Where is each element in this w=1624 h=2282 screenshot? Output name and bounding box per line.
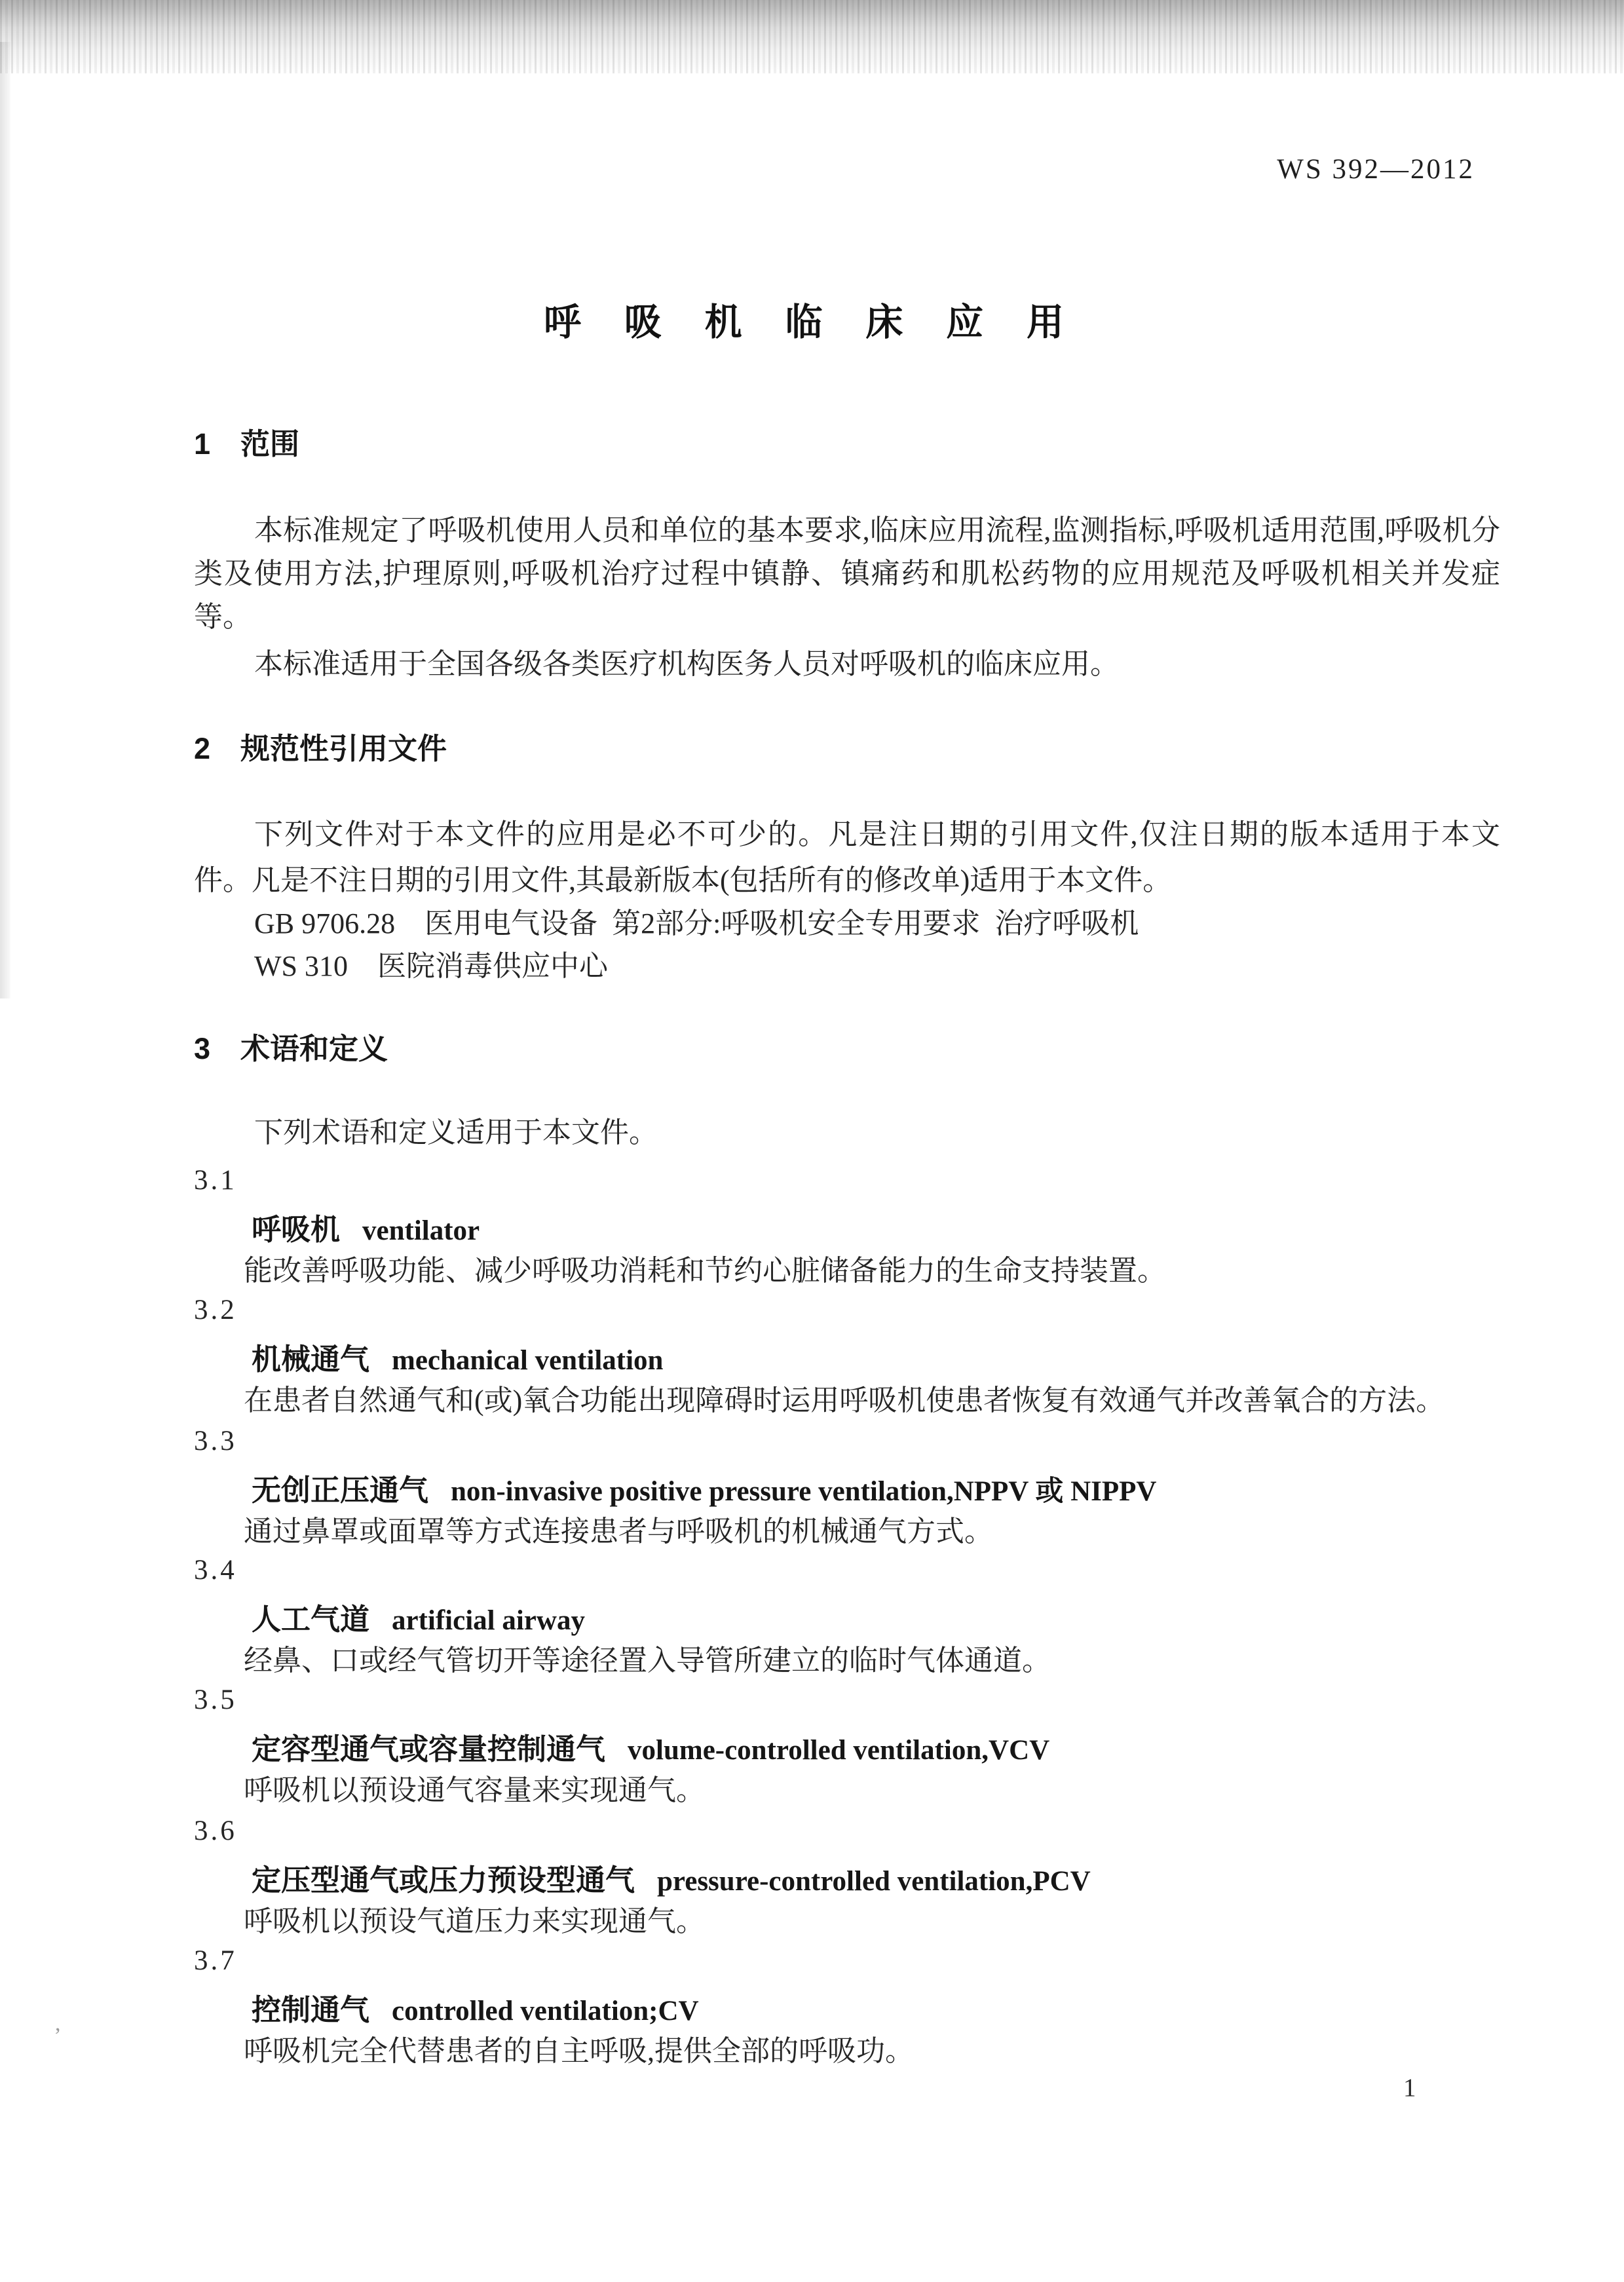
section-2-number: 2 bbox=[194, 732, 211, 765]
term-definition: 呼吸机以预设通气容量来实现通气。 bbox=[244, 1774, 705, 1806]
term-name-en: non-invasive positive pressure ventilation,NPPV 或 NIPPV bbox=[451, 1476, 1157, 1507]
term-name bbox=[252, 1466, 1156, 1509]
term-name bbox=[252, 1986, 699, 2028]
term-name-zh: 定容型通气或容量控制通气 bbox=[252, 1732, 606, 1766]
term-3-2 bbox=[194, 1294, 1500, 1425]
section-1-number: 1 bbox=[194, 427, 211, 461]
term-definition: 呼吸机完全代替患者的自主呼吸,提供全部的呼吸功。 bbox=[244, 2035, 914, 2067]
term-number: 3.7 bbox=[194, 1945, 237, 1976]
term-3-3 bbox=[194, 1425, 1500, 1556]
term-name-zh: 人工气道 bbox=[252, 1603, 370, 1636]
term-definition: 通过鼻罩或面罩等方式连接患者与呼吸机的机械通气方式。 bbox=[244, 1515, 993, 1548]
scan-artifact-top bbox=[0, 0, 1624, 73]
term-name-en: ventilator bbox=[362, 1215, 480, 1246]
section-2-heading bbox=[194, 725, 447, 767]
term-name bbox=[252, 1725, 1049, 1768]
term-definition: 能改善呼吸功能、减少呼吸功消耗和节约心脏储备能力的生命支持装置。 bbox=[244, 1255, 1166, 1287]
term-number: 3.1 bbox=[194, 1165, 237, 1196]
reference-code: GB 9706.28 bbox=[254, 907, 396, 940]
term-name-en: volume-controlled ventilation,VCV bbox=[628, 1735, 1050, 1766]
term-name-en: pressure-controlled ventilation,PCV bbox=[657, 1866, 1091, 1897]
term-3-6 bbox=[194, 1815, 1500, 1946]
reference-title: 医用电气设备 第2部分:呼吸机安全专用要求 治疗呼吸机 bbox=[425, 907, 1139, 940]
term-3-5 bbox=[194, 1684, 1500, 1815]
section-2-label: 规范性引用文件 bbox=[240, 732, 447, 765]
reference-item bbox=[254, 900, 1499, 941]
term-number: 3.4 bbox=[194, 1555, 237, 1586]
term-3-7 bbox=[194, 1945, 1500, 2076]
term-name-zh: 机械通气 bbox=[252, 1342, 370, 1376]
term-3-4 bbox=[194, 1554, 1500, 1685]
term-definition: 呼吸机以预设气道压力来实现通气。 bbox=[244, 1905, 705, 1937]
reference-title: 医院消毒供应中心 bbox=[377, 950, 608, 982]
section-1-paragraph-1: 本标准规定了呼吸机使用人员和单位的基本要求,临床应用流程,监测指标,呼吸机适用范围,呼吸机分类及使用方法,护理原则,呼吸机治疗过程中镇静、镇痛药和肌松药物的应用规范及呼吸机相关并发症等。 bbox=[194, 514, 1500, 633]
term-name-zh: 控制通气 bbox=[252, 1993, 370, 2026]
term-number: 3.3 bbox=[194, 1426, 237, 1456]
section-3-heading bbox=[194, 1025, 388, 1067]
term-number: 3.5 bbox=[194, 1684, 237, 1715]
term-name-en: artificial airway bbox=[392, 1605, 585, 1636]
term-3-1 bbox=[194, 1164, 1500, 1295]
term-definition: 经鼻、口或经气管切开等途径置入导管所建立的临时气体通道。 bbox=[244, 1645, 1051, 1677]
term-name-en: mechanical ventilation bbox=[392, 1345, 664, 1376]
term-name bbox=[252, 1335, 663, 1378]
term-name-zh: 定压型通气或压力预设型通气 bbox=[252, 1863, 635, 1897]
term-name-zh: 呼吸机 bbox=[252, 1213, 341, 1246]
term-number: 3.2 bbox=[194, 1295, 237, 1325]
section-1-paragraph-2: 本标准适用于全国各级各类医疗机构医务人员对呼吸机的临床应用。 bbox=[254, 648, 1119, 680]
section-3-label: 术语和定义 bbox=[240, 1032, 388, 1065]
document-title: 呼 吸 机 临 床 应 用 bbox=[543, 301, 1081, 343]
section-3-intro: 下列术语和定义适用于本文件。 bbox=[254, 1116, 658, 1149]
term-name bbox=[252, 1206, 480, 1248]
term-number: 3.6 bbox=[194, 1816, 237, 1846]
term-definition: 在患者自然通气和(或)氧合功能出现障碍时运用呼吸机使患者恢复有效通气并改善氧合的方法。 bbox=[244, 1384, 1445, 1417]
scan-speck: , bbox=[55, 2011, 61, 2036]
page-number: 1 bbox=[1403, 2074, 1416, 2102]
section-3-number: 3 bbox=[194, 1032, 211, 1065]
term-name-en: controlled ventilation;CV bbox=[392, 1996, 699, 2026]
term-name bbox=[252, 1856, 1091, 1899]
reference-code: WS 310 bbox=[254, 950, 348, 982]
reference-item bbox=[254, 942, 1499, 984]
scan-artifact-left bbox=[0, 42, 10, 998]
term-name-zh: 无创正压通气 bbox=[252, 1474, 429, 1507]
term-name bbox=[252, 1595, 585, 1638]
section-2-paragraph: 下列文件对于本文件的应用是必不可少的。凡是注日期的引用文件,仅注日期的版本适用于本文件。凡是不注日期的引用文件,其最新版本(包括所有的修改单)适用于本文件。 bbox=[194, 818, 1500, 896]
section-1-label: 范围 bbox=[240, 427, 300, 461]
standard-code: WS 392—2012 bbox=[1277, 154, 1475, 185]
section-1-heading bbox=[194, 420, 299, 463]
